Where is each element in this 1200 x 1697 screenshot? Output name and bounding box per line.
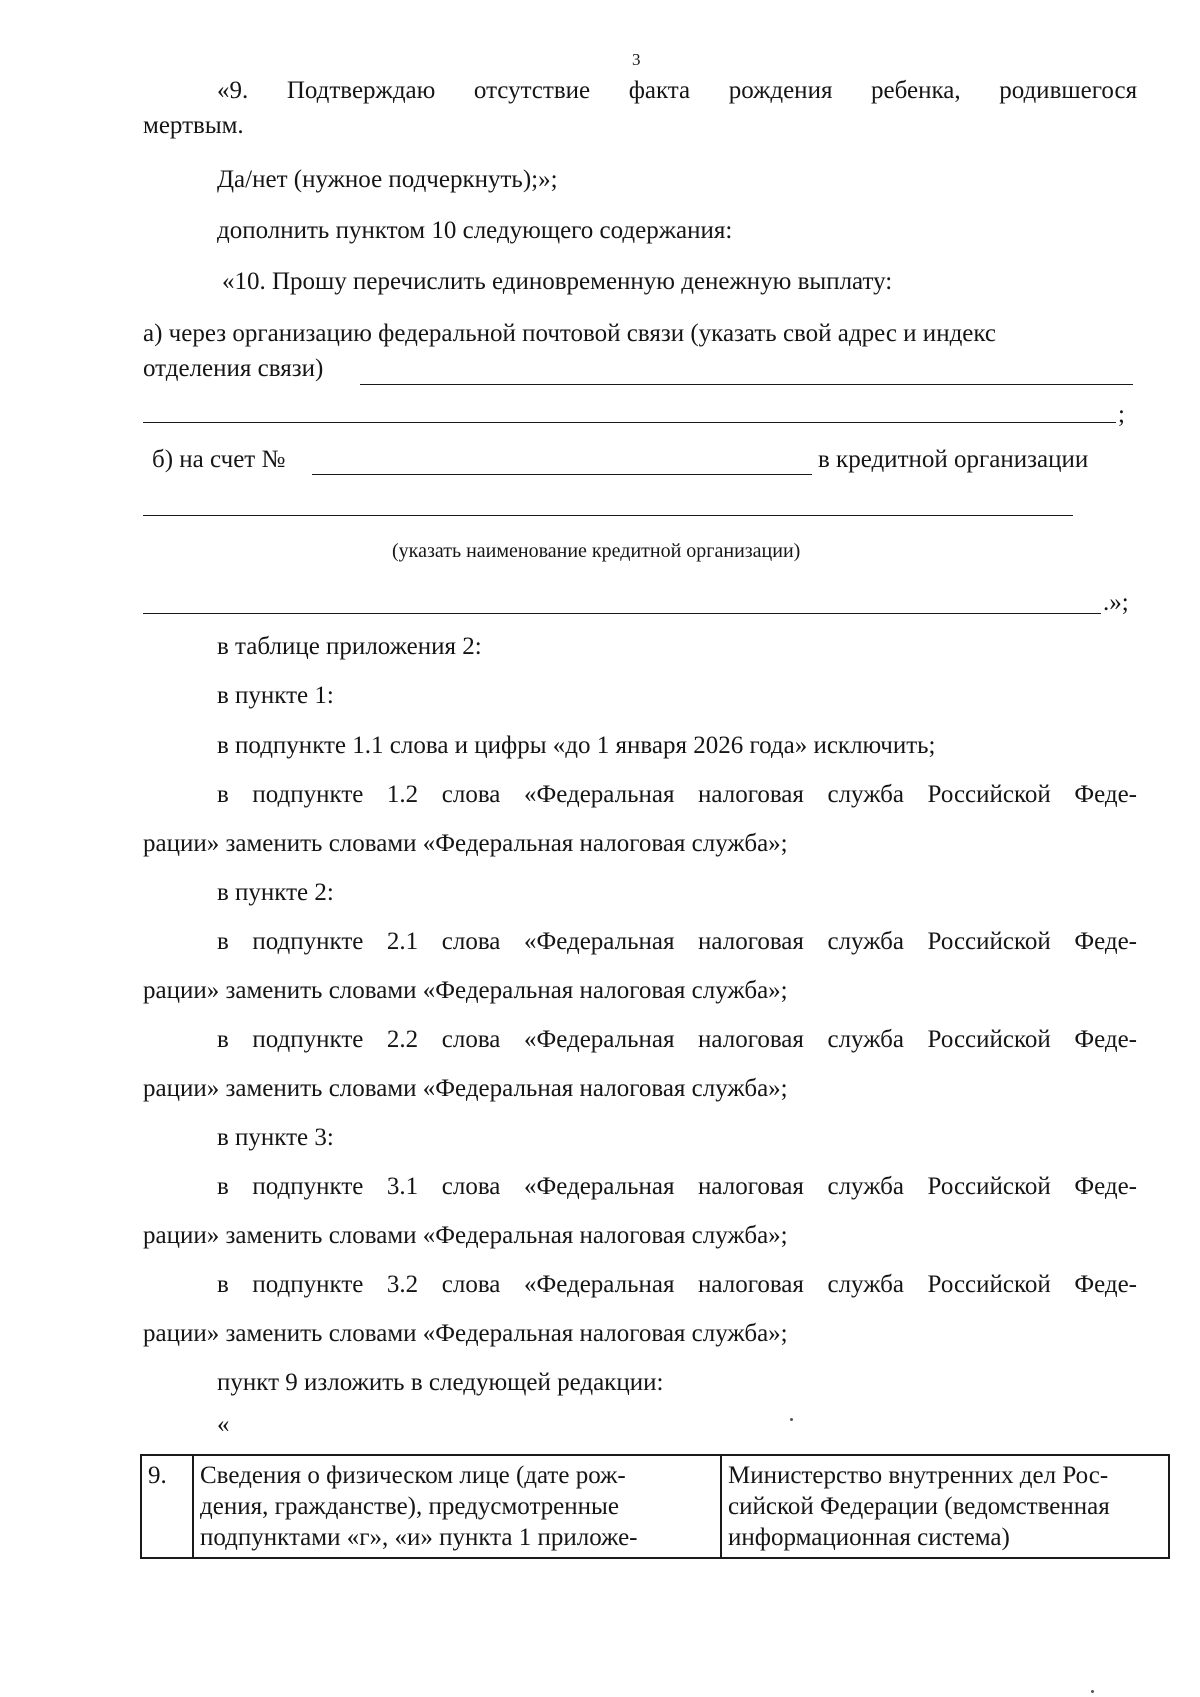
source-line: сийской Федерации (ведомственная: [728, 1493, 1110, 1520]
scan-speck: [790, 1418, 793, 1421]
item9-word: ребенка,: [871, 77, 961, 104]
item10-intro: «10. Прошу перечислить единовременную денежную выплату:: [222, 268, 893, 295]
open-quote: «: [217, 1411, 230, 1438]
point-3-1-line1: в подпункте 3.1 слова «Федеральная налоговая служба Российской Феде-: [217, 1173, 1137, 1200]
item9-word: «9.: [217, 77, 249, 104]
point-2-1-line1: в подпункте 2.1 слова «Федеральная налоговая служба Российской Феде-: [217, 928, 1137, 955]
table-row: [141, 1455, 1169, 1558]
item9-word: Подтверждаю: [286, 77, 436, 104]
item9-line1: [217, 76, 1137, 106]
info-cell: [193, 1455, 721, 1558]
bank-name-blank: [143, 515, 1073, 516]
item10-a-line1: а) через организацию федеральной почтовой связи (указать свой адрес и индекс: [143, 320, 997, 347]
account-number-blank: [312, 474, 812, 475]
info-line: Сведения о физическом лице (дате рож-: [200, 1462, 626, 1489]
item10-a-end: ;: [1118, 401, 1125, 428]
point-2-1-line2: рации» заменить словами «Федеральная налоговая служба»;: [143, 977, 788, 1004]
point-2: в пункте 2:: [217, 879, 334, 906]
item9-word: родившегося: [999, 77, 1138, 104]
item9-yes-no: Да/нет (нужное подчеркнуть);»;: [217, 166, 558, 193]
item10-b-start: б) на счет №: [152, 446, 286, 473]
item9-line2: мертвым.: [143, 112, 244, 139]
add-item10-intro: дополнить пунктом 10 следующего содержания:: [217, 217, 733, 244]
table-intro: в таблице приложения 2:: [217, 633, 482, 660]
address-blank-line-2: [143, 422, 1116, 423]
point-1-2-line1: в подпункте 1.2 слова «Федеральная налоговая служба Российской Феде-: [217, 781, 1137, 808]
point-9-intro: пункт 9 изложить в следующей редакции:: [217, 1369, 664, 1396]
point-1: в пункте 1:: [217, 682, 334, 709]
item9-word: рождения: [728, 77, 833, 104]
point-1-1: в подпункте 1.1 слова и цифры «до 1 января 2026 года» исключить;: [217, 732, 936, 759]
item10-b-end: в кредитной организации: [818, 446, 1089, 473]
point-3-2-line2: рации» заменить словами «Федеральная налоговая служба»;: [143, 1320, 788, 1347]
bank-caption: (указать наименование кредитной организации): [392, 540, 801, 562]
point-1-2-line2: рации» заменить словами «Федеральная налоговая служба»;: [143, 830, 788, 857]
bank-name-blank-2: [143, 613, 1101, 614]
source-line: Министерство внутренних дел Рос-: [728, 1462, 1109, 1489]
item10-a-line2: отделения связи): [143, 355, 324, 382]
item10-close: .»;: [1103, 589, 1129, 616]
point-2-2-line1: в подпункте 2.2 слова «Федеральная налоговая служба Российской Феде-: [217, 1026, 1137, 1053]
source-line: информационная система): [728, 1524, 1010, 1551]
amendment-table: [140, 1454, 1170, 1559]
scan-speck: [1091, 1690, 1094, 1693]
page-number: 3: [632, 50, 641, 69]
point-3-1-line2: рации» заменить словами «Федеральная налоговая служба»;: [143, 1222, 788, 1249]
item9-word: факта: [628, 77, 691, 104]
point-2-2-line2: рации» заменить словами «Федеральная налоговая служба»;: [143, 1075, 788, 1102]
source-cell: [721, 1455, 1169, 1558]
point-3: в пункте 3:: [217, 1124, 334, 1151]
address-blank-line-1: [360, 384, 1133, 385]
item9-word: отсутствие: [473, 77, 591, 104]
row-number-cell: 9.: [141, 1455, 193, 1558]
point-3-2-line1: в подпункте 3.2 слова «Федеральная налоговая служба Российской Феде-: [217, 1271, 1137, 1298]
info-line: дения, гражданстве), предусмотренные: [200, 1493, 619, 1520]
info-line: подпунктами «г», «и» пункта 1 приложе-: [200, 1524, 638, 1551]
